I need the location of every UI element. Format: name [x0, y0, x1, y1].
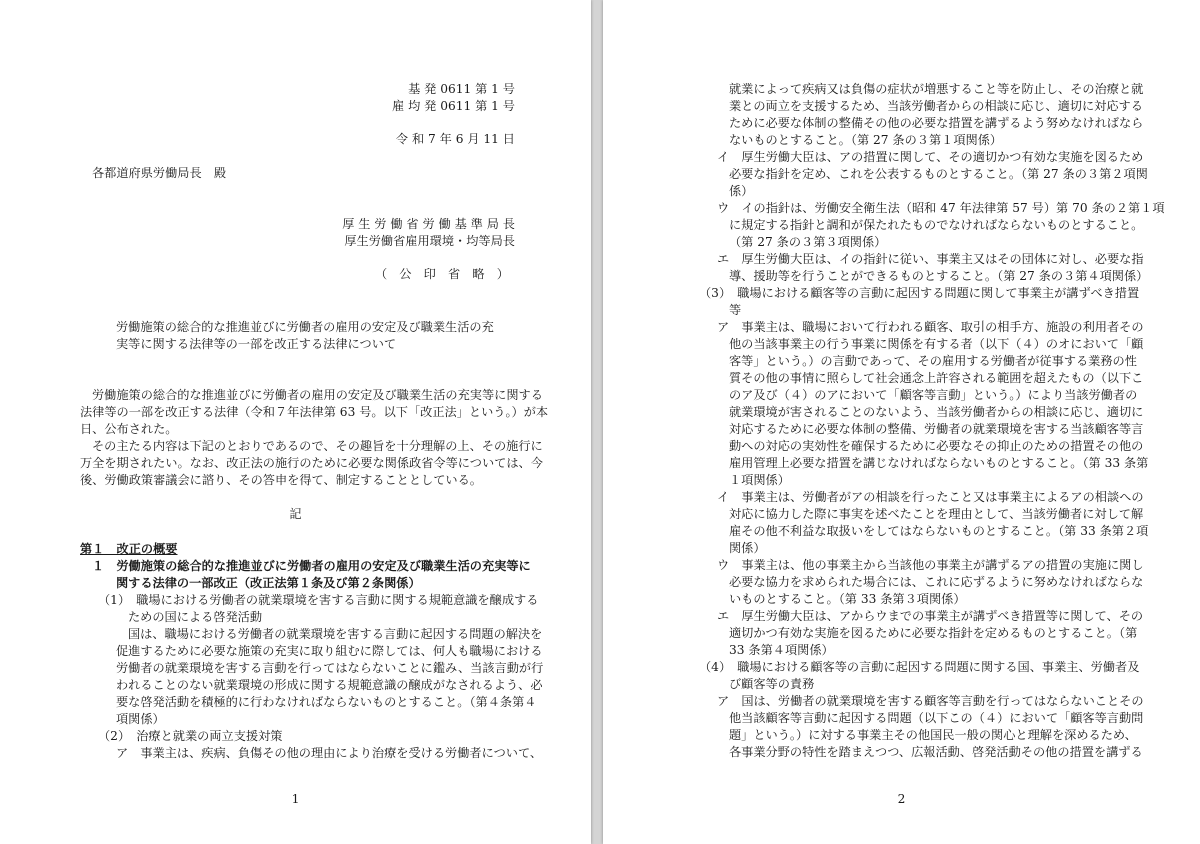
body-line: 労働施策の総合的な推進並びに労働者の雇用の安定及び職業生活の充実等に関する	[92, 388, 543, 402]
page-2-line: 質その他の事情に照らして社会通念上許容される範囲を超えたもの（以下こ	[729, 371, 1144, 385]
page-2-line: イ 事業主は、労働者がアの相談を行ったこと又は事業主によるアの相談への	[717, 490, 1144, 504]
page-2-line: イ 厚生労働大臣は、アの措置に関して、その適切かつ有効な実施を図るため	[717, 150, 1144, 164]
page-2-line: 他当該顧客等言動に起因する問題（以下この（４）において「顧客等言動問	[729, 711, 1144, 725]
sub-item-line: 促進するために必要な施策の充実に取り組むに際しては、何人も職場における	[116, 644, 543, 658]
page-2-line: （4） 職場における顧客等の言動に起因する問題に関する国、事業主、労働者及	[699, 660, 1140, 674]
document-page-2	[603, 0, 1200, 844]
item-heading: １ 労働施策の総合的な推進並びに労働者の雇用の安定及び職業生活の充実等に	[92, 559, 531, 573]
doc-title-line-2: 実等に関する法律等の一部を改正する法律について	[116, 337, 397, 351]
sub-item-line: 労働者の就業環境を害する言動を行ってはならないことに鑑み、当該言動が行	[116, 661, 544, 675]
body-line: 法律等の一部を改正する法律（令和７年法律第 63 号。以下「改正法」という。）が本	[80, 405, 549, 419]
page-2-line: 雇用管理上必要な措置を講じなければならないものとすること。（第 33 条第	[729, 456, 1149, 470]
body-line: 日、公布された。	[80, 422, 178, 436]
addressee: 各都道府県労働局長 殿	[92, 166, 227, 180]
sub-item-line: われることのない就業環境の形成に関する規範意識の醸成がなされるよう、必	[116, 678, 543, 692]
page-2-line: ア 事業主は、職場において行われる顧客、取引の相手方、施設の利用者その	[717, 320, 1144, 334]
page-2-line: （3） 職場における顧客等の言動に起因する問題に関して事業主が講ずべき措置	[699, 286, 1140, 300]
sender-2: 厚生労働省雇用環境・均等局長	[344, 234, 515, 248]
page-2-line: 題」という。）に対する事業主その他国民一般の関心と理解を深めるため、	[729, 728, 1137, 742]
doc-number-1: 基 発 0611 第 1 号	[408, 82, 515, 96]
page-2-line: 動への対応の実効性を確保するために必要なその抑止のための措置その他の	[729, 439, 1144, 453]
section-heading: 第１ 改正の概要	[80, 542, 178, 556]
page-2-line: 各事業分野の特性を踏まえつつ、広報活動、啓発活動その他の措置を講ずる	[729, 745, 1143, 759]
page-2-line: 等	[729, 303, 742, 317]
body-line: その主たる内容は下記のとおりであるので、その趣旨を十分理解の上、その施行に	[92, 439, 543, 453]
page-2-line: 業との両立を支援するため、当該労働者からの相談に応じ、適切に対応する	[729, 99, 1143, 113]
page-2-line: 対応するために必要な体制の整備、労働者の就業環境を害する当該顧客等言	[729, 422, 1144, 436]
sender-1: 厚 生 労 働 省 労 働 基 準 局 長	[342, 217, 515, 231]
ki-marker: 記	[289, 507, 302, 521]
page-2-line: エ 厚生労働大臣は、イの指針に従い、事業主又はその団体に対し、必要な指	[717, 252, 1144, 266]
body-line: 後、労働政策審議会に諮り、その答申を得て、制定することとしている。	[80, 473, 482, 487]
page-2-line: 対応に協力した際に事実を述べたことを理由として、当該労働者に対して解	[729, 507, 1144, 521]
page-2-line: 必要な協力を求められた場合には、これに応ずるように努めなければならな	[729, 575, 1144, 589]
page-2-line: び顧客等の責務	[729, 677, 815, 691]
document-page-1	[0, 0, 591, 844]
page-number: 1	[291, 792, 300, 806]
doc-title-line-1: 労働施策の総合的な推進並びに労働者の雇用の安定及び職業生活の充	[116, 320, 494, 334]
page-2-line: 就業環境が害されることのないよう、当該労働者からの相談に応じ、適切に	[729, 405, 1144, 419]
page-2-line: ないものとすること。（第 27 条の３第１項関係）	[729, 133, 1003, 147]
page-2-line: ウ 事業主は、他の事業主から当該他の事業主が講ずるアの措置の実施に関し	[717, 558, 1144, 572]
issue-date: 令 和 7 年 6 月 11 日	[395, 132, 515, 146]
page-2-line: に規定する指針と調和が保たれたものでなければならないものとすること。	[729, 218, 1144, 232]
page-2-line: 係）	[729, 184, 754, 198]
page-2-line: 雇その他不利益な取扱いをしてはならないものとすること。（第 33 条第２項	[729, 524, 1149, 538]
sub-item-line: 要な啓発活動を積極的に行わなければならないものとすること。（第４条第４	[116, 695, 537, 709]
body-line: 万全を期されたい。なお、改正法の施行のために必要な関係政省令等については、今	[80, 456, 543, 470]
sub-item-line: ための国による啓発活動	[128, 610, 263, 624]
page-2-line: ウ イの指針は、労働安全衛生法（昭和 47 年法律第 57 号）第 70 条の２第１項	[717, 201, 1165, 215]
page-2-line: 必要な指針を定め、これを公表するものとすること。（第 27 条の３第２項関	[729, 167, 1148, 181]
sub-item-line: ア 事業主は、疾病、負傷その他の理由により治療を受ける労働者について、	[116, 746, 543, 760]
page-2-line: 導、援助等を行うことができるものとすること。（第 27 条の３第４項関係）	[729, 269, 1149, 283]
page-2-line: １項関係）	[729, 473, 790, 487]
page-2-line: エ 厚生労働大臣は、アからウまでの事業主が講ずべき措置等に関して、その	[717, 609, 1144, 623]
sub-item-line: （1） 職場における労働者の就業環境を害する言動に関する規範意識を醸成する	[98, 593, 539, 607]
page-2-line: 客等」という。）の言動であって、その雇用する労働者が従事する業務の性	[729, 354, 1137, 368]
sub-item-line: （2） 治療と就業の両立支援対策	[98, 729, 283, 743]
page-2-line: ア 国は、労働者の就業環境を害する顧客等言動を行ってはならないことその	[717, 694, 1144, 708]
page-2-line: 他の当該事業主の行う事業に関係を有する者（以下（４）のオにおいて「顧	[729, 337, 1144, 351]
page-2-line: 就業によって疾病又は負傷の症状が増悪すること等を防止し、その治療と就	[729, 82, 1144, 96]
doc-number-2: 雇 均 発 0611 第 1 号	[392, 99, 515, 113]
page-2-line: ために必要な体制の整備その他の必要な措置を講ずるよう努めなければなら	[729, 116, 1144, 130]
sub-item-line: 国は、職場における労働者の就業環境を害する言動に起因する問題の解決を	[128, 627, 543, 641]
page-2-line: のア及び（４）のアにおいて「顧客等言動」という。）により当該労働者の	[729, 388, 1138, 402]
sub-item-line: 項関係）	[116, 712, 165, 726]
page-2-line: 関係）	[729, 541, 766, 555]
page-number: 2	[897, 792, 906, 806]
seal-omitted: （ 公 印 省 略 ）	[374, 267, 509, 281]
page-2-line: いものとすること。（第 33 条第３項関係）	[729, 592, 966, 606]
page-2-line: 33 条第４項関係）	[729, 643, 834, 657]
page-2-line: 適切かつ有効な実施を図るために必要な指針を定めるものとすること。（第	[729, 626, 1138, 640]
page-2-line: （第 27 条の３第３項関係）	[729, 235, 887, 249]
item-heading: 関する法律の一部改正（改正法第１条及び第２条関係）	[116, 576, 421, 590]
